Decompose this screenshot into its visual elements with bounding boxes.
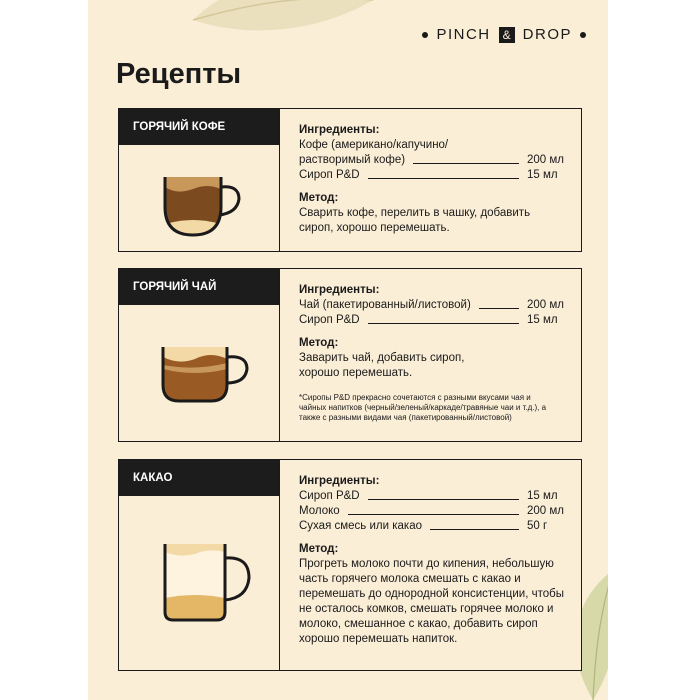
- ingredient-name: Молоко: [299, 505, 340, 517]
- ingredients-label: Ингредиенты:: [299, 124, 380, 136]
- recipe-card-tea: [118, 268, 582, 442]
- ingredient-name: Сироп P&D: [299, 490, 360, 502]
- method-text: Прогреть молоко почти до кипения, небольшую часть горячего молока смешать с какао и перемешать до однородной консистенции, чтобы не осталось комков, смешать горячее молоко и молоко, смешанное с какао, добавить сироп хорошо перемешать напиток.: [299, 558, 564, 645]
- leader-line: [368, 323, 519, 324]
- ingredient-row: [299, 153, 567, 168]
- card-header: ГОРЯЧИЙ ЧАЙ: [119, 269, 279, 305]
- card-image-panel: [119, 460, 280, 670]
- leader-line: [368, 178, 519, 179]
- card-image-panel: [119, 269, 280, 441]
- ingredient-name: Чай (пакетированный/листовой): [299, 299, 471, 311]
- ingredients-label: Ингредиенты:: [299, 475, 380, 487]
- ingredient-name-line: Кофе (американо/капучино/: [299, 139, 449, 151]
- ingredient-amount: 200 мл: [527, 505, 564, 517]
- method-text: Сварить кофе, перелить в чашку, добавить сироп, хорошо перемешать.: [299, 207, 531, 234]
- card-image-panel: [119, 109, 280, 251]
- ingredient-name: Сухая смесь или какао: [299, 520, 422, 532]
- recipe-page: [88, 0, 608, 700]
- leader-line: [368, 499, 519, 500]
- ingredient-row: [299, 313, 567, 328]
- ingredient-row: [299, 168, 567, 183]
- ingredient-amount: 200 мл: [527, 154, 564, 166]
- ingredient-amount: 15 мл: [527, 490, 558, 502]
- ingredient-row: [299, 298, 567, 313]
- ingredient-amount: 200 мл: [527, 299, 564, 311]
- tea-cup-icon: [155, 339, 255, 409]
- ingredient-amount: 15 мл: [527, 169, 558, 181]
- method-label: Метод:: [299, 337, 339, 349]
- leader-line: [413, 163, 519, 164]
- recipe-card-coffee: [118, 108, 582, 252]
- footnote: *Сиропы P&D прекрасно сочетаются с разными вкусами чая и чайных напитков (черный/зеленый/каркаде/травяные чаи и т.д.), а также с разными видами чая (пакетированный/листовой): [299, 393, 547, 422]
- brand-word-left: PINCH: [436, 26, 491, 43]
- ingredient-row: [299, 519, 567, 534]
- ingredients-label: Ингредиенты:: [299, 284, 380, 296]
- page-title: Рецепты: [116, 58, 242, 90]
- card-text-panel: [299, 283, 567, 423]
- leader-line: [430, 529, 519, 530]
- ingredient-name: Сироп P&D: [299, 314, 360, 326]
- ingredient-amount: 50 г: [527, 520, 548, 532]
- cocoa-mug-icon: [155, 538, 255, 628]
- ingredient-name: растворимый кофе): [299, 154, 406, 166]
- leaf-decoration-icon: [183, 0, 383, 40]
- ingredient-name: Сироп P&D: [299, 169, 360, 181]
- ingredient-row: [299, 504, 567, 519]
- method-label: Метод:: [299, 543, 339, 555]
- card-header: ГОРЯЧИЙ КОФЕ: [119, 109, 279, 145]
- dot-icon: [422, 32, 428, 38]
- leader-line: [348, 514, 519, 515]
- brand-logo: [422, 26, 586, 43]
- ingredient-amount: 15 мл: [527, 314, 558, 326]
- dot-icon: [580, 32, 586, 38]
- leader-line: [479, 308, 519, 309]
- method-text: Заварить чай, добавить сироп, хорошо перемешать.: [299, 352, 465, 379]
- ingredient-row: [299, 489, 567, 504]
- recipe-card-cocoa: [118, 459, 582, 671]
- method-label: Метод:: [299, 192, 339, 204]
- coffee-cup-icon: [157, 167, 247, 239]
- card-text-panel: [299, 123, 567, 236]
- brand-ampersand: &: [499, 27, 515, 43]
- card-text-panel: [299, 474, 567, 647]
- brand-word-right: DROP: [522, 26, 572, 43]
- card-header: КАКАО: [119, 460, 279, 496]
